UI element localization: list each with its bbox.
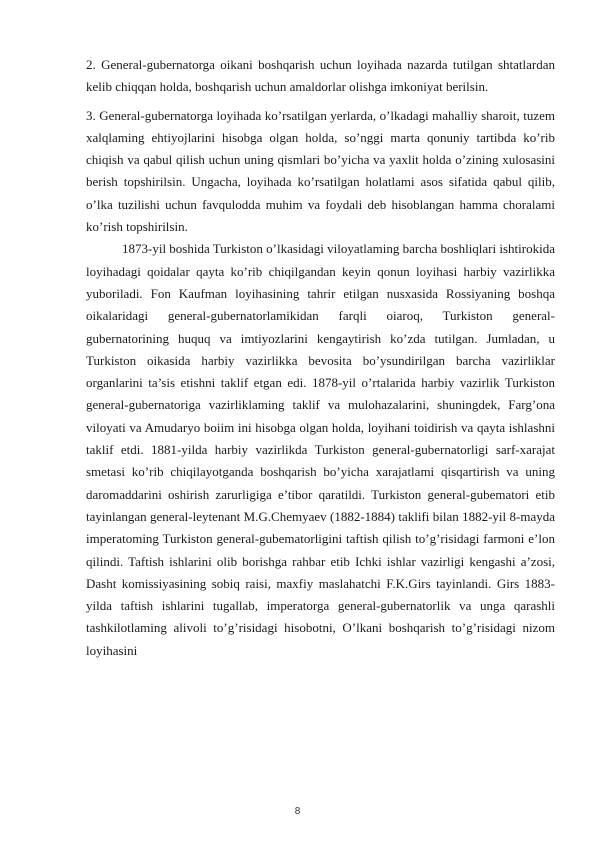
page-number: 8 xyxy=(294,806,301,817)
paragraph-item-3: 3. General-gubernatorga loyihada ko’rsatilgan yerlarda, o’lkadagi mahalliy sharoit, tuzem xalqlaming ehtiyojlarini hisobga olgan holda, so’nggi marta qonuniy tartibda ko’rib chiqish va qabul qilish uchun uning qismlari bo’yicha va yaxlit holda o’zining xulosasini berish topshirilsin. Ungacha, loyihada ko’rsatilgan holatlami asos sifatida qabul qilib, o’lka tuzilishi uchun favqulodda muhim va foydali deb hisoblangan hamma choralami ko’rish topshirilsin. xyxy=(86,107,555,235)
paragraph-1873: 1873-yil boshida Turkiston o’lkasidagi viloyatlaming barcha boshliqlari ishtirokida loyihadagi qoidalar qayta ko’rib chiqilgandan keyin qonun loyihasi harbiy vazirlikka yuboriladi. Fon Kaufman loyihasining tahrir etilgan nusxasida Rossiyaning boshqa oikalaridagi general-gubernatorlamikidan farqli oiaroq, Turkiston general-gubernatorining huquq va imtiyozlarini kengaytirish ko’zda tutilgan. Jumladan, u Turkiston oikasida harbiy vazirlikka bevosita bo’ysundirilgan barcha vazirliklar organlarini ta’sis etishni taklif etgan edi. 1878-yil o’rtalarida harbiy vazirlik Turkiston general-gubernatoriga vazirliklaming taklif va mulohazalarini, shuningdek, Farg’ona viloyati va Amudaryo boiim ini hisobga olgan holda, loyihani toidirish va qayta ishlashni taklif etdi. 1881-yilda harbiy vazirlikda Turkiston general-gubernatorligi sarf-xarajat smetasi ko’rib chiqilayotganda boshqarish bo’yicha xarajatlami qisqartirish va uning daromaddarini oshirish zarurligiga e’tibor qaratildi. Turkiston general-gubematori etib tayinlangan general-leytenant M.G.Chemyaev (1882-1884) taklifi bilan 1882-yil 8-mayda imperatoming Turkiston general-gubematorligini taftish qilish to’g’risidagi farmoni e’lon qilindi. Taftish ishlarini olib borishga rahbar etib Ichki ishlar vazirligi kengashi a’zosi, Dasht komissiyasining sobiq raisi, maxfiy maslahatchi F.K.Girs tayinlandi. Girs 1883-yilda taftish ishlarini tugallab, imperatorga general-gubernatorlik va unga qarashli tashkilotlaming alivoli to’g’risidagi hisobotni, O’lkani boshqarish to’g’risidagi nizom loyihasini xyxy=(86,241,555,658)
paragraph-item-2: 2. General-gubernatorga oikani boshqarish uchun loyihada nazarda tutilgan shtatlardan kelib chiqqan holda, boshqarish uchun amaldorlar olishga imkoniyat berilsin. xyxy=(86,57,555,95)
document-page xyxy=(86,54,555,662)
